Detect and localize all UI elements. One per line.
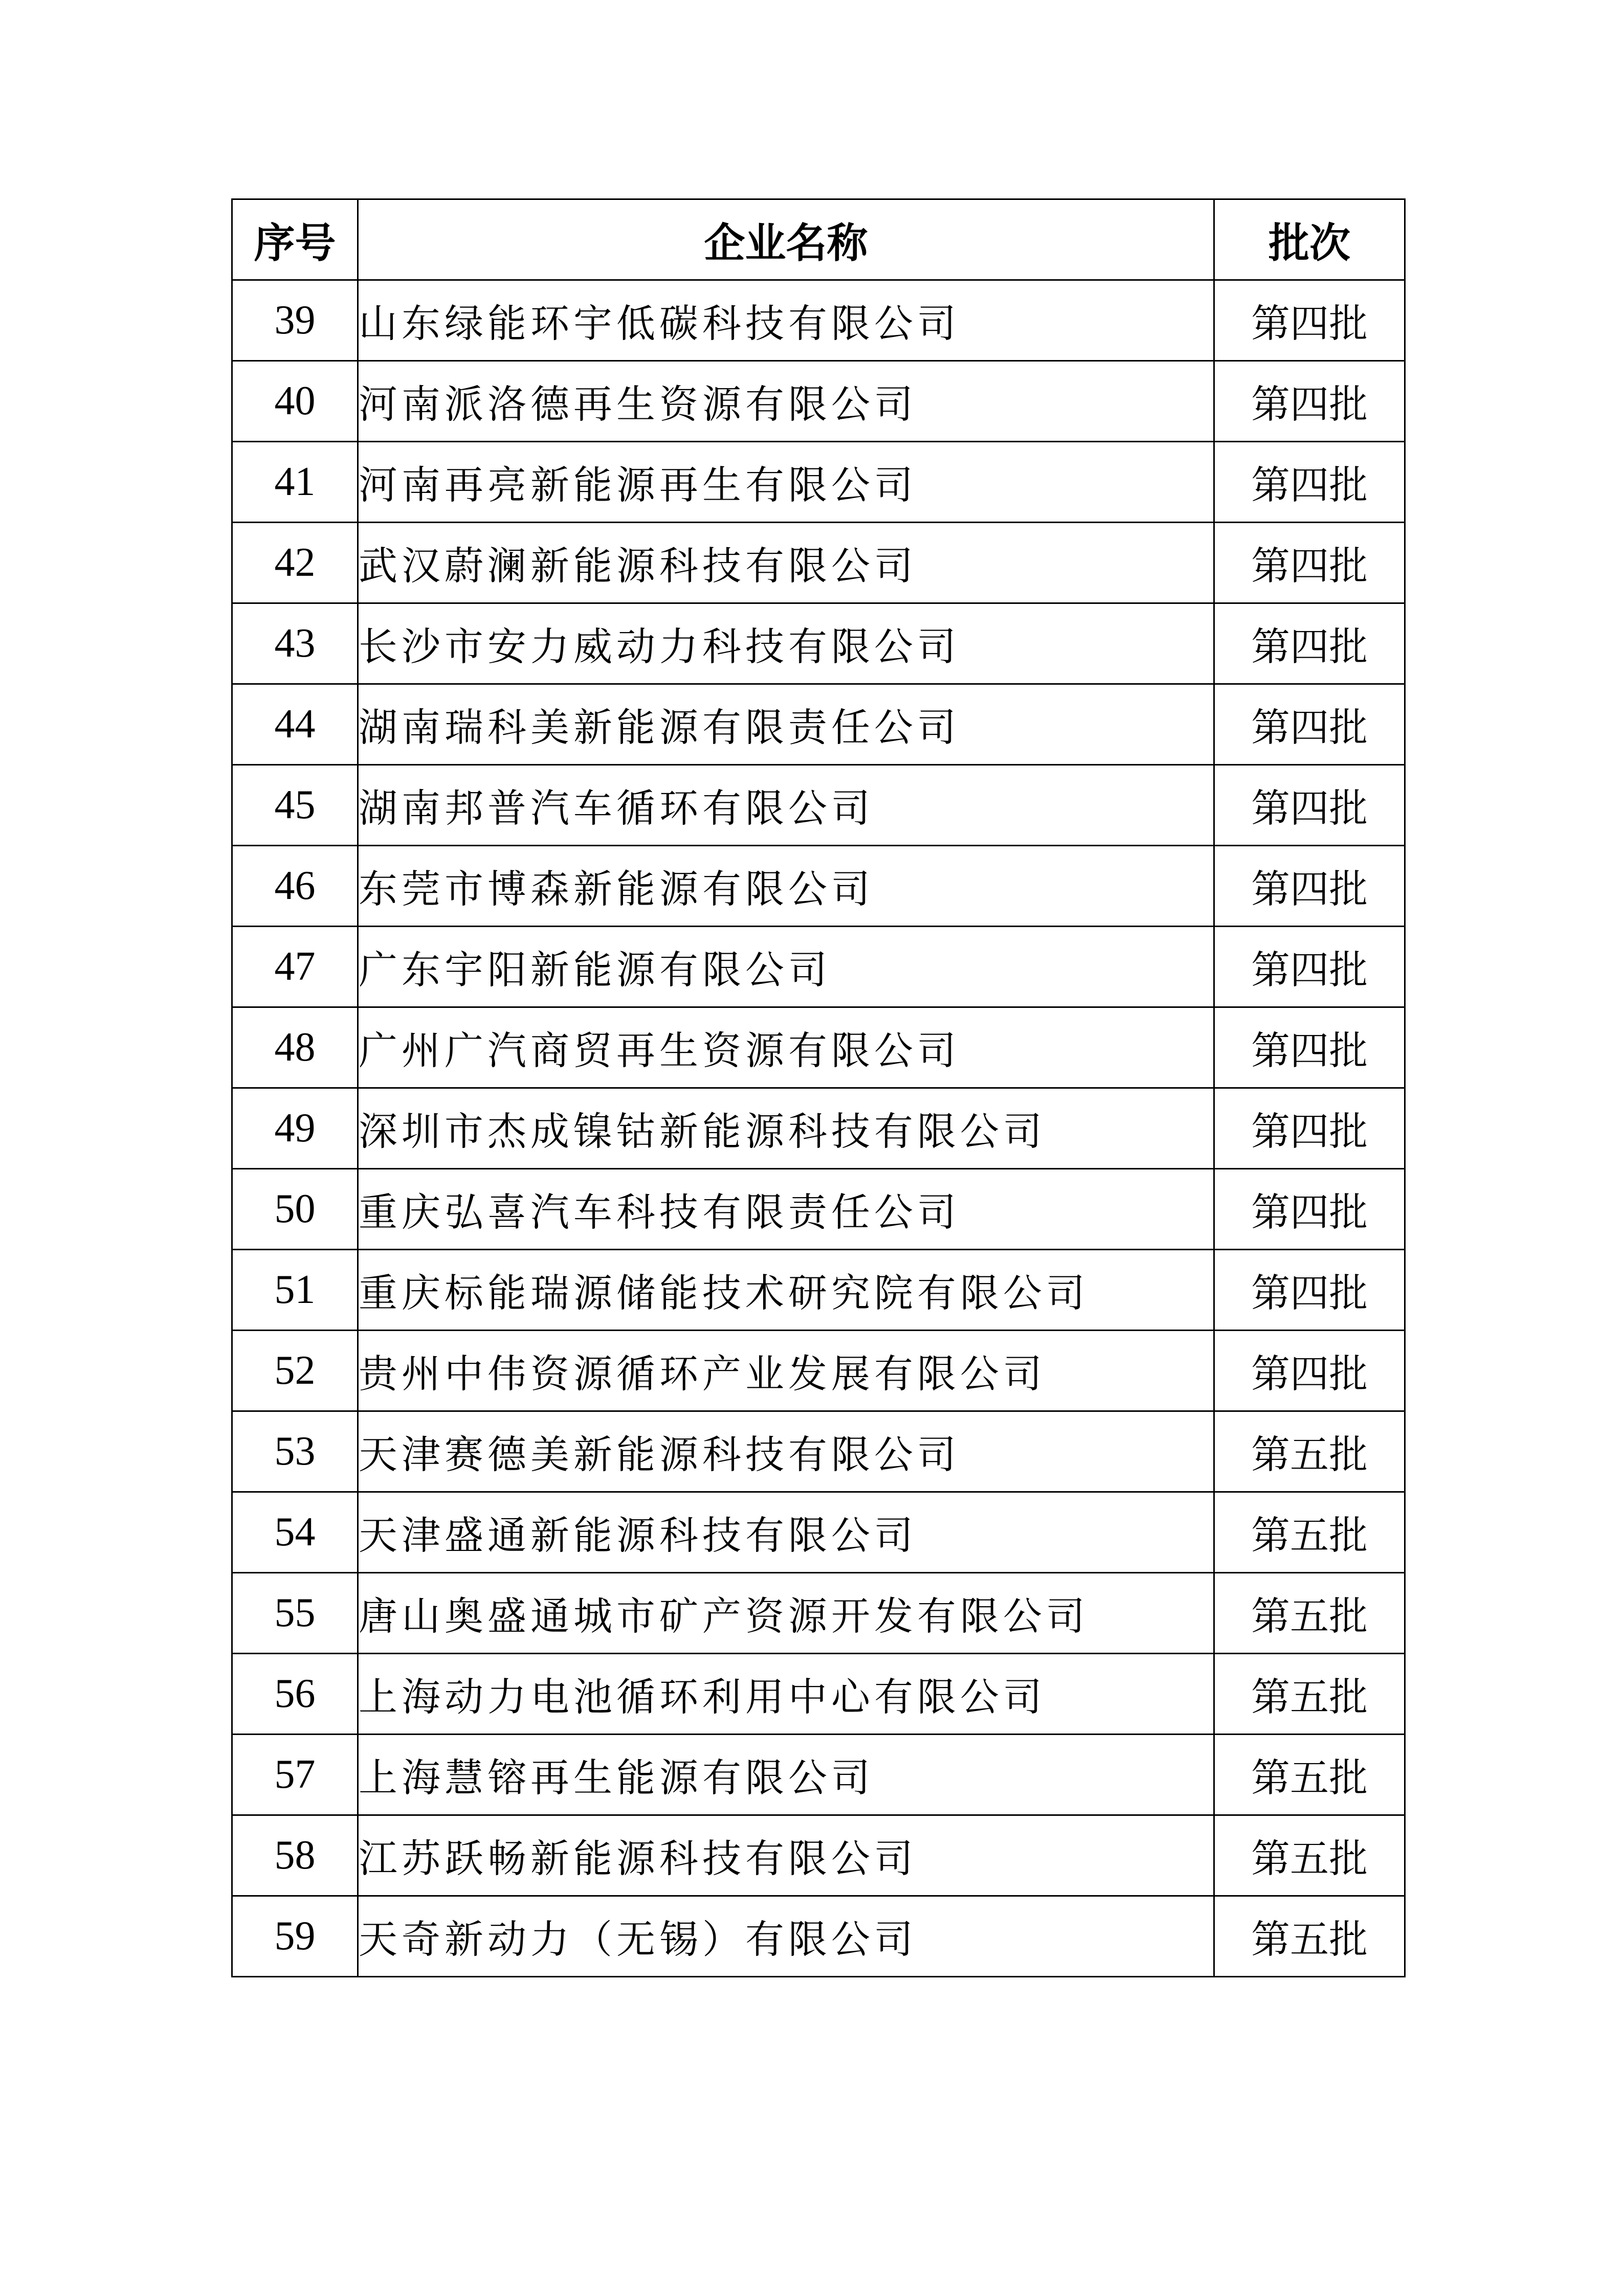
row-company-name: 湖南邦普汽车循环有限公司 [358, 765, 1214, 846]
row-company-name: 湖南瑞科美新能源有限责任公司 [358, 684, 1214, 765]
table-row [232, 603, 1405, 684]
row-seq-number: 47 [232, 927, 358, 1007]
row-seq-number: 43 [232, 603, 358, 684]
row-batch: 第四批 [1214, 1331, 1405, 1411]
row-batch: 第五批 [1214, 1815, 1405, 1896]
row-batch: 第五批 [1214, 1654, 1405, 1735]
row-company-name: 重庆弘喜汽车科技有限责任公司 [358, 1169, 1214, 1250]
row-company-name: 河南派洛德再生资源有限公司 [358, 361, 1214, 442]
row-company-name: 上海慧镕再生能源有限公司 [358, 1735, 1214, 1815]
row-seq-number: 44 [232, 684, 358, 765]
table-row [232, 1896, 1405, 1977]
table-row [232, 684, 1405, 765]
row-batch: 第四批 [1214, 684, 1405, 765]
table-row [232, 1815, 1405, 1896]
row-batch: 第四批 [1214, 1088, 1405, 1169]
table-row [232, 1088, 1405, 1169]
row-seq-number: 58 [232, 1815, 358, 1896]
header-company-name: 企业名称 [358, 199, 1214, 280]
header-seq: 序号 [232, 199, 358, 280]
row-batch: 第四批 [1214, 1250, 1405, 1331]
row-batch: 第五批 [1214, 1411, 1405, 1492]
row-seq-number: 45 [232, 765, 358, 846]
row-seq-number: 48 [232, 1007, 358, 1088]
row-seq-number: 53 [232, 1411, 358, 1492]
row-company-name: 天奇新动力（无锡）有限公司 [358, 1896, 1214, 1977]
row-company-name: 武汉蔚澜新能源科技有限公司 [358, 523, 1214, 603]
row-batch: 第四批 [1214, 765, 1405, 846]
row-seq-number: 39 [232, 280, 358, 361]
company-table [231, 198, 1406, 1977]
row-batch: 第四批 [1214, 523, 1405, 603]
row-batch: 第四批 [1214, 280, 1405, 361]
row-batch: 第四批 [1214, 603, 1405, 684]
row-batch: 第五批 [1214, 1573, 1405, 1654]
row-company-name: 天津赛德美新能源科技有限公司 [358, 1411, 1214, 1492]
row-batch: 第四批 [1214, 1007, 1405, 1088]
row-seq-number: 56 [232, 1654, 358, 1735]
table-row [232, 765, 1405, 846]
row-seq-number: 50 [232, 1169, 358, 1250]
header-row [232, 199, 1405, 280]
table-row [232, 1654, 1405, 1735]
row-company-name: 山东绿能环宇低碳科技有限公司 [358, 280, 1214, 361]
row-seq-number: 41 [232, 442, 358, 523]
row-batch: 第四批 [1214, 927, 1405, 1007]
row-company-name: 上海动力电池循环利用中心有限公司 [358, 1654, 1214, 1735]
row-seq-number: 57 [232, 1735, 358, 1815]
row-batch: 第四批 [1214, 442, 1405, 523]
row-company-name: 天津盛通新能源科技有限公司 [358, 1492, 1214, 1573]
table-row [232, 1492, 1405, 1573]
row-batch: 第四批 [1214, 1169, 1405, 1250]
row-seq-number: 40 [232, 361, 358, 442]
row-seq-number: 49 [232, 1088, 358, 1169]
row-seq-number: 52 [232, 1331, 358, 1411]
row-company-name: 广州广汽商贸再生资源有限公司 [358, 1007, 1214, 1088]
table-row [232, 1411, 1405, 1492]
table-row [232, 1250, 1405, 1331]
row-company-name: 深圳市杰成镍钴新能源科技有限公司 [358, 1088, 1214, 1169]
row-seq-number: 59 [232, 1896, 358, 1977]
row-seq-number: 51 [232, 1250, 358, 1331]
row-company-name: 唐山奥盛通城市矿产资源开发有限公司 [358, 1573, 1214, 1654]
table-row [232, 927, 1405, 1007]
row-batch: 第五批 [1214, 1735, 1405, 1815]
table-row [232, 361, 1405, 442]
row-batch: 第五批 [1214, 1896, 1405, 1977]
header-batch: 批次 [1214, 199, 1405, 280]
table-header [232, 199, 1405, 280]
table-body [232, 280, 1405, 1977]
table-row [232, 280, 1405, 361]
row-company-name: 东莞市博森新能源有限公司 [358, 846, 1214, 927]
row-company-name: 江苏跃畅新能源科技有限公司 [358, 1815, 1214, 1896]
row-seq-number: 46 [232, 846, 358, 927]
table-row [232, 1735, 1405, 1815]
row-company-name: 长沙市安力威动力科技有限公司 [358, 603, 1214, 684]
table-row [232, 1169, 1405, 1250]
row-company-name: 重庆标能瑞源储能技术研究院有限公司 [358, 1250, 1214, 1331]
row-seq-number: 42 [232, 523, 358, 603]
row-seq-number: 55 [232, 1573, 358, 1654]
row-batch: 第四批 [1214, 361, 1405, 442]
table-row [232, 1007, 1405, 1088]
table-row [232, 523, 1405, 603]
table-row [232, 846, 1405, 927]
row-batch: 第五批 [1214, 1492, 1405, 1573]
row-seq-number: 54 [232, 1492, 358, 1573]
row-company-name: 贵州中伟资源循环产业发展有限公司 [358, 1331, 1214, 1411]
row-batch: 第四批 [1214, 846, 1405, 927]
table-row [232, 1331, 1405, 1411]
row-company-name: 河南再亮新能源再生有限公司 [358, 442, 1214, 523]
table-row [232, 442, 1405, 523]
row-company-name: 广东宇阳新能源有限公司 [358, 927, 1214, 1007]
table-row [232, 1573, 1405, 1654]
